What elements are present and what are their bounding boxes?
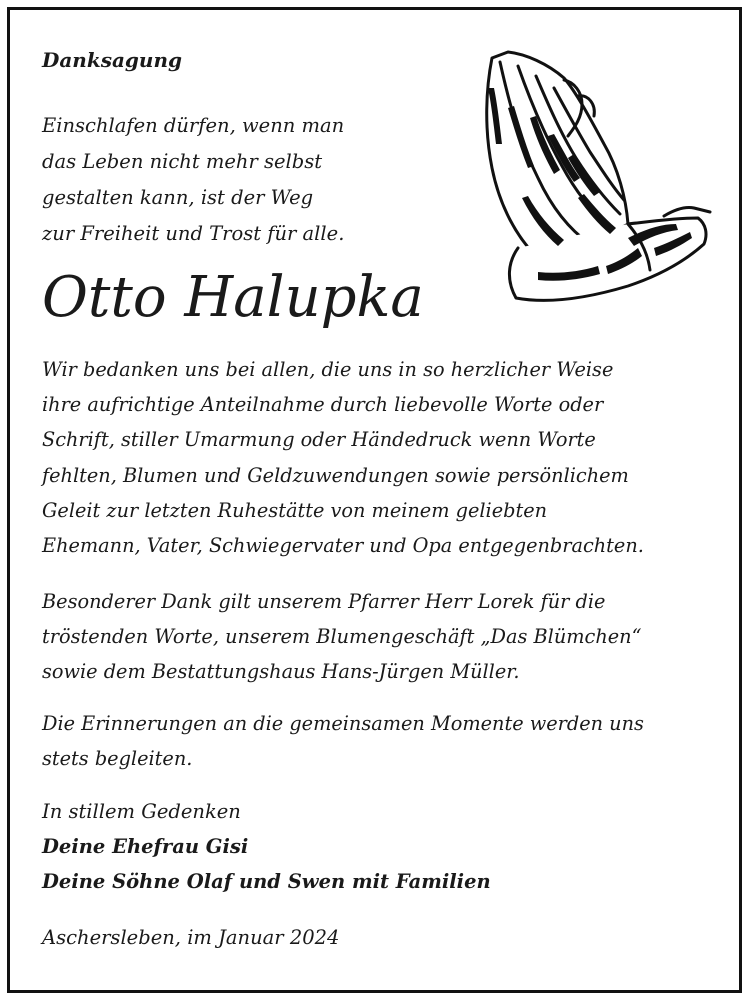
memories-paragraph xyxy=(42,706,644,776)
praying-hands-icon xyxy=(478,48,718,310)
verse-line: das Leben nicht mehr selbst xyxy=(42,150,323,173)
paragraph-line: stets begleiten. xyxy=(42,747,193,771)
signature-spouse: Deine Ehefrau Gisi xyxy=(42,835,249,858)
deceased-name: Otto Halupka xyxy=(42,265,424,330)
paragraph-line: tröstenden Worte, unserem Blumengeschäft „Das Blümchen“ xyxy=(42,625,642,649)
paragraph-line: fehlten, Blumen und Geldzuwendungen sowie persönlichem xyxy=(42,463,629,487)
paragraph-line: Geleit zur letzten Ruhestätte von meinem geliebten xyxy=(42,498,548,522)
closing-block xyxy=(42,794,491,899)
closing-intro: In stillem Gedenken xyxy=(42,800,241,823)
paragraph-line: sowie dem Bestattungshaus Hans-Jürgen Müller. xyxy=(42,660,520,684)
paragraph-line: ihre aufrichtige Anteilnahme durch liebevolle Worte oder xyxy=(42,393,604,417)
paragraph-line: Schrift, stiller Umarmung oder Händedruck wenn Worte xyxy=(42,428,596,452)
notice-heading: Danksagung xyxy=(42,48,182,72)
paragraph-line: Wir bedanken uns bei allen, die uns in so herzlicher Weise xyxy=(42,358,614,381)
verse-line: gestalten kann, ist der Weg xyxy=(42,186,314,209)
verse-line: Einschlafen dürfen, wenn man xyxy=(42,114,345,137)
verse-line: zur Freiheit und Trost für alle. xyxy=(42,222,345,245)
paragraph-line: Die Erinnerungen an die gemeinsamen Momente werden uns xyxy=(42,712,644,735)
place-date: Aschersleben, im Januar 2024 xyxy=(42,926,340,949)
signature-children: Deine Söhne Olaf und Swen mit Familien xyxy=(42,870,491,893)
special-thanks-paragraph xyxy=(42,584,641,690)
thanks-paragraph xyxy=(42,352,644,563)
verse xyxy=(42,108,344,252)
paragraph-line: Ehemann, Vater, Schwiegervater und Opa entgegenbrachten. xyxy=(42,534,644,558)
paragraph-line: Besonderer Dank gilt unserem Pfarrer Herr Lorek für die xyxy=(42,590,606,613)
